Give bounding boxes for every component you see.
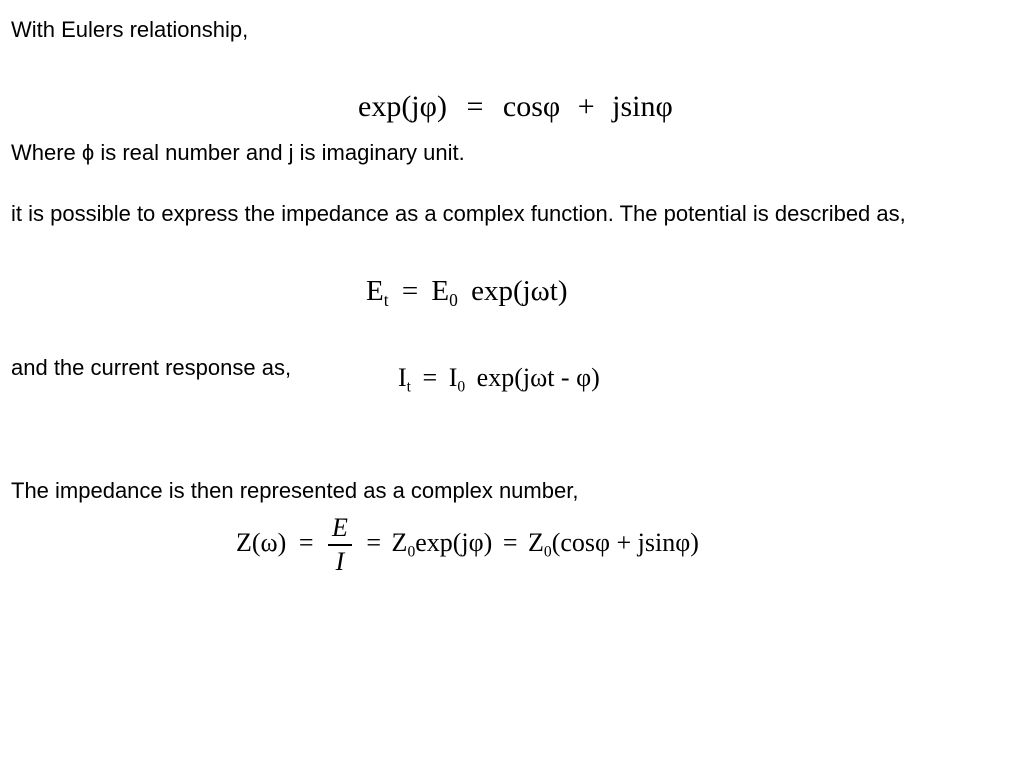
fraction-numerator: E: [328, 512, 352, 546]
impedance-fraction: [328, 512, 352, 578]
impedance-intro-text: it is possible to express the impedance as a complex function. The potential is described as,: [11, 201, 906, 226]
current-label: and the current response as,: [11, 355, 292, 380]
impedance-term-2: $Z_0(\cos\varphi + jsin\varphi)$: [528, 527, 699, 561]
potential-function: exp(jωt): [471, 275, 568, 307]
current-function: exp(jωt - φ): [476, 363, 600, 392]
current-amplitude: $I_0$: [448, 363, 466, 396]
fraction-denominator: I: [335, 547, 345, 576]
euler-jsin: jsinφ: [612, 90, 673, 123]
impedance-equals-1: =: [298, 527, 314, 557]
euler-cos: cosφ: [502, 90, 561, 123]
current-equation: [398, 362, 600, 394]
impedance-term-1: $Z_0\exp(j\varphi)$: [391, 527, 493, 561]
euler-lhs: exp(jφ): [358, 90, 447, 123]
potential-lhs: $E_t$: [366, 275, 389, 311]
impedance-equals-2: =: [366, 527, 382, 557]
euler-equation: [358, 89, 673, 125]
potential-amplitude: $E_0$: [431, 275, 458, 311]
intro-text: With Eulers relationship,: [11, 17, 249, 42]
current-lhs: $I_t$: [398, 363, 412, 396]
potential-equation: [366, 274, 568, 311]
current-equals: =: [422, 363, 438, 392]
where-text: Where ϕ is real number and j is imaginary unit.: [11, 140, 465, 165]
potential-equals: =: [401, 275, 419, 307]
impedance-equals-3: =: [502, 527, 518, 557]
impedance-label: The impedance is then represented as a complex number,: [11, 478, 579, 503]
impedance-lhs: Z(ω): [236, 527, 287, 557]
impedance-equation: [236, 512, 699, 578]
euler-equals: =: [466, 90, 484, 123]
euler-plus: +: [577, 90, 595, 123]
